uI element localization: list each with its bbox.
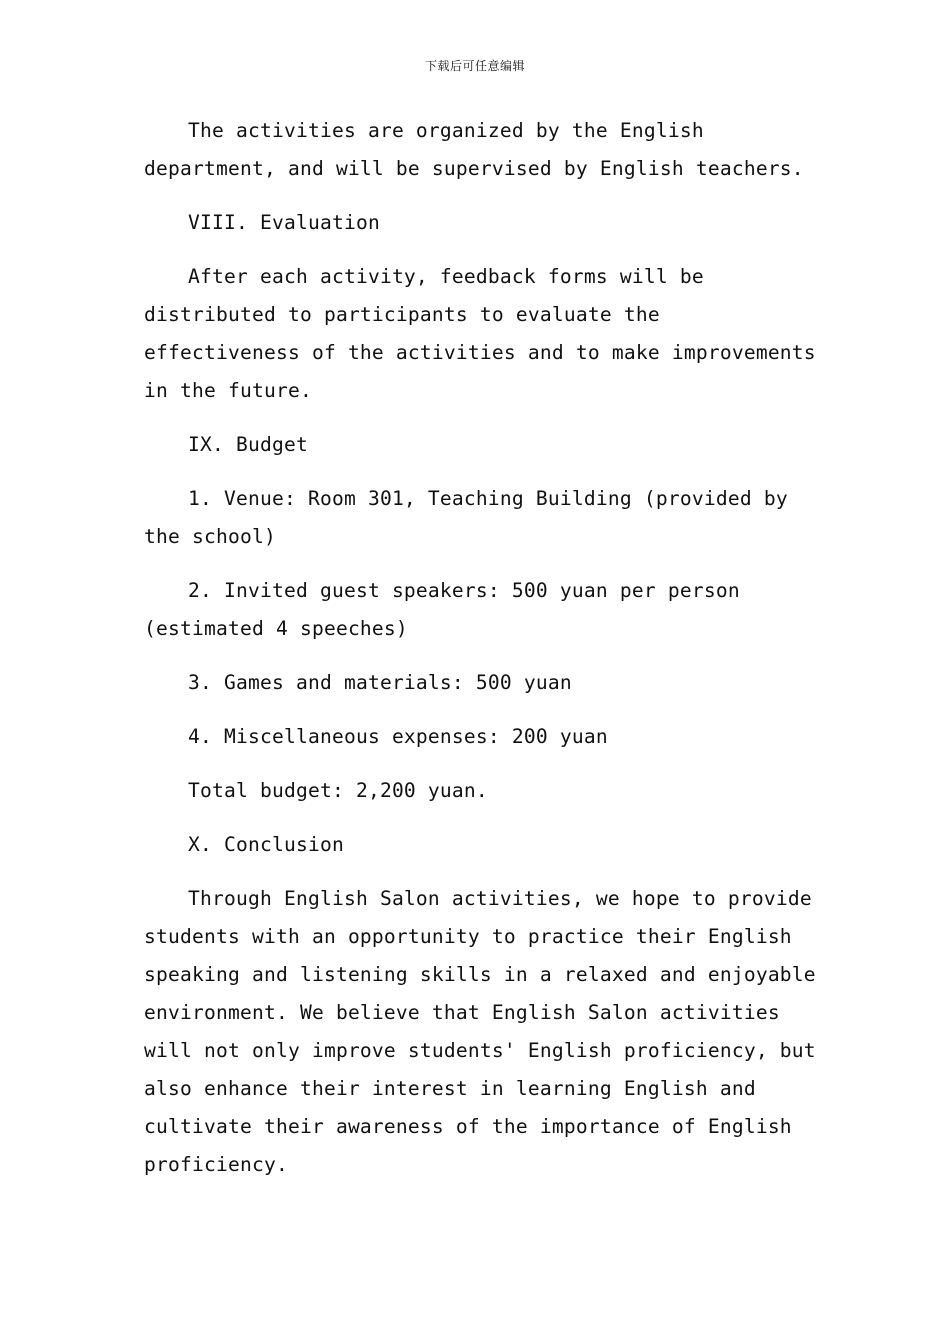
section-heading-evaluation: VIII. Evaluation: [188, 211, 380, 234]
paragraph-evaluation: After each activity, feedback forms will be distributed to participants to evaluate the effectiveness of the activities and to make improvements in the future.: [144, 265, 816, 402]
paragraph-conclusion: Through English Salon activities, we hope to provide students with an opportunity to practice their English speaking and listening skills in a relaxed and enjoyable environment. We believe that English Salon activities will not only improve students' English proficiency, but also enhance their interest in learning English and cultivate their awareness of the importance of English proficiency.: [144, 887, 816, 1176]
section-heading-conclusion: X. Conclusion: [188, 833, 344, 856]
section-heading-budget: IX. Budget: [188, 433, 308, 456]
budget-item-venue: 1. Venue: Room 301, Teaching Building (provided by the school): [144, 487, 788, 548]
budget-item-games: 3. Games and materials: 500 yuan: [188, 671, 572, 694]
budget-item-misc: 4. Miscellaneous expenses: 200 yuan: [188, 725, 608, 748]
page-header-note: 下载后可任意编辑: [424, 59, 525, 73]
total-budget: Total budget: 2,200 yuan.: [188, 779, 488, 802]
document-body: [144, 112, 816, 1200]
paragraph-supervision: The activities are organized by the English department, and will be supervised by English teachers.: [144, 119, 804, 180]
budget-item-speakers: 2. Invited guest speakers: 500 yuan per person (estimated 4 speeches): [144, 579, 740, 640]
